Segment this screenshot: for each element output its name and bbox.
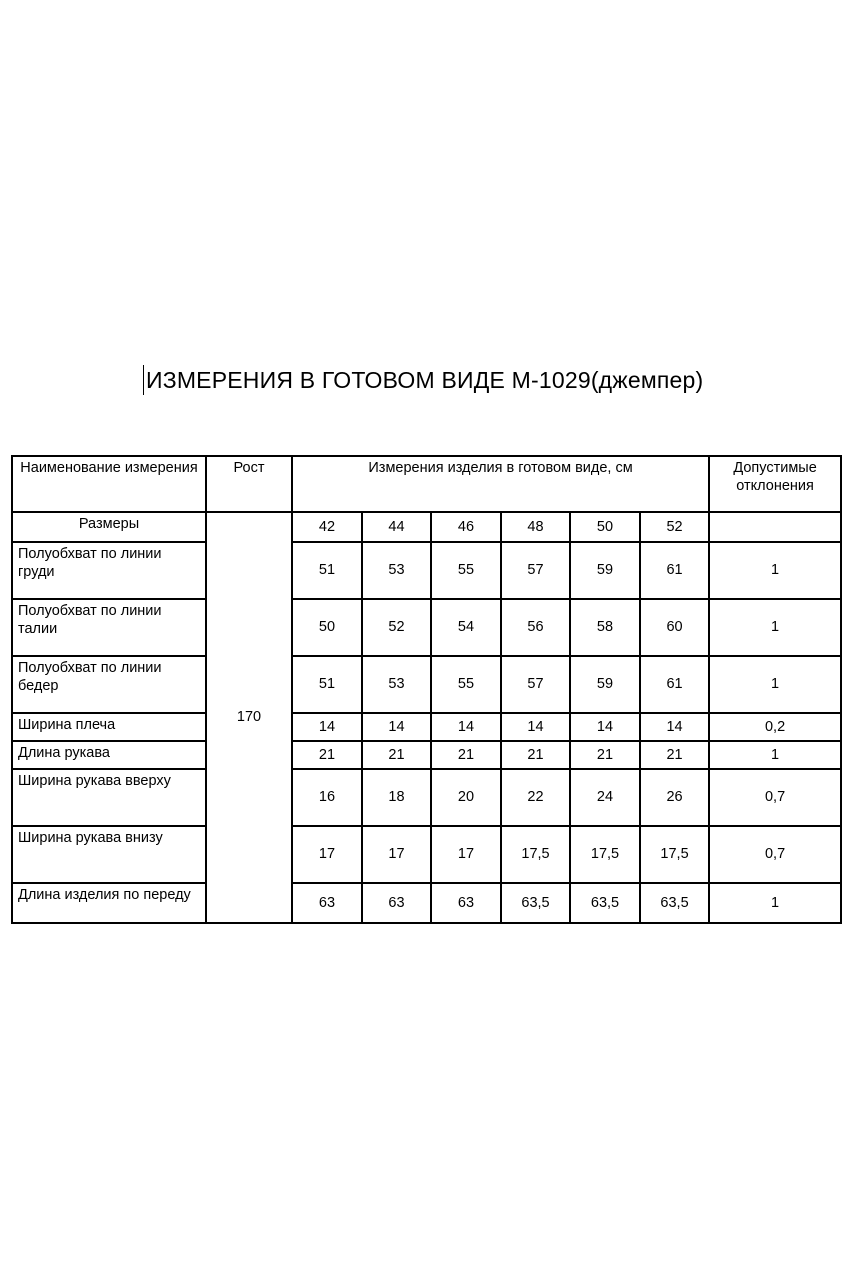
tolerance-value: 1 [709, 741, 841, 769]
measurement-value: 63 [362, 883, 431, 923]
text-cursor [143, 365, 144, 395]
measurement-value: 54 [431, 599, 501, 656]
tolerance-value: 0,2 [709, 713, 841, 741]
size-tolerance-empty [709, 512, 841, 542]
measurement-value: 53 [362, 656, 431, 713]
table-row [12, 656, 841, 713]
tolerance-value: 1 [709, 542, 841, 599]
measurement-value: 51 [292, 656, 362, 713]
measurement-value: 58 [570, 599, 640, 656]
header-height: Рост [206, 456, 292, 512]
measurement-value: 14 [362, 713, 431, 741]
measurement-name: Ширина плеча [12, 713, 206, 741]
table-row [12, 826, 841, 883]
measurement-name: Полуобхват по линии бедер [12, 656, 206, 713]
measurement-value: 14 [292, 713, 362, 741]
header-name: Наименование измерения [12, 456, 206, 512]
measurement-value: 21 [431, 741, 501, 769]
measurement-value: 14 [431, 713, 501, 741]
table-row [12, 883, 841, 923]
measurement-value: 18 [362, 769, 431, 826]
measurement-value: 21 [570, 741, 640, 769]
measurement-value: 22 [501, 769, 570, 826]
measurement-value: 55 [431, 542, 501, 599]
sizes-label: Размеры [12, 512, 206, 542]
sizes-row [12, 512, 841, 542]
measurement-value: 17 [431, 826, 501, 883]
table-row [12, 542, 841, 599]
measurement-value: 56 [501, 599, 570, 656]
size-cell: 42 [292, 512, 362, 542]
measurement-value: 14 [501, 713, 570, 741]
measurement-value: 50 [292, 599, 362, 656]
measurement-name: Ширина рукава вверху [12, 769, 206, 826]
size-cell: 52 [640, 512, 709, 542]
measurement-value: 24 [570, 769, 640, 826]
measurement-value: 17,5 [640, 826, 709, 883]
measurement-value: 55 [431, 656, 501, 713]
header-measurements: Измерения изделия в готовом виде, см [292, 456, 709, 512]
measurement-value: 59 [570, 656, 640, 713]
measurement-name: Длина изделия по переду [12, 883, 206, 923]
measurement-value: 63 [431, 883, 501, 923]
measurement-value: 20 [431, 769, 501, 826]
measurements-table [11, 455, 842, 924]
measurement-value: 21 [292, 741, 362, 769]
table-row [12, 713, 841, 741]
page-title: ИЗМЕРЕНИЯ В ГОТОВОМ ВИДЕ М-1029(джемпер) [146, 366, 704, 393]
header-tolerance: Допустимые отклонения [709, 456, 841, 512]
measurement-value: 60 [640, 599, 709, 656]
measurement-value: 17,5 [570, 826, 640, 883]
measurement-name: Ширина рукава внизу [12, 826, 206, 883]
measurement-value: 51 [292, 542, 362, 599]
size-cell: 48 [501, 512, 570, 542]
measurement-value: 21 [362, 741, 431, 769]
measurement-value: 57 [501, 542, 570, 599]
measurement-value: 17 [292, 826, 362, 883]
height-value: 170 [206, 512, 292, 923]
table-row [12, 741, 841, 769]
tolerance-value: 1 [709, 656, 841, 713]
title-container [143, 362, 703, 398]
measurement-value: 14 [640, 713, 709, 741]
measurement-name: Длина рукава [12, 741, 206, 769]
header-row [12, 456, 841, 512]
measurement-value: 61 [640, 542, 709, 599]
measurement-value: 17,5 [501, 826, 570, 883]
measurement-name: Полуобхват по линии талии [12, 599, 206, 656]
table-row [12, 769, 841, 826]
size-cell: 44 [362, 512, 431, 542]
measurement-value: 63,5 [640, 883, 709, 923]
measurement-value: 59 [570, 542, 640, 599]
tolerance-value: 1 [709, 599, 841, 656]
tolerance-value: 0,7 [709, 826, 841, 883]
tolerance-value: 1 [709, 883, 841, 923]
measurement-value: 16 [292, 769, 362, 826]
measurement-value: 52 [362, 599, 431, 656]
measurement-value: 14 [570, 713, 640, 741]
measurement-value: 21 [501, 741, 570, 769]
measurement-value: 57 [501, 656, 570, 713]
measurement-value: 26 [640, 769, 709, 826]
table-row [12, 599, 841, 656]
size-cell: 46 [431, 512, 501, 542]
measurement-value: 21 [640, 741, 709, 769]
measurement-name: Полуобхват по линии груди [12, 542, 206, 599]
measurement-value: 63,5 [570, 883, 640, 923]
measurement-value: 17 [362, 826, 431, 883]
measurement-value: 53 [362, 542, 431, 599]
size-cell: 50 [570, 512, 640, 542]
tolerance-value: 0,7 [709, 769, 841, 826]
measurement-value: 61 [640, 656, 709, 713]
measurement-value: 63 [292, 883, 362, 923]
measurement-value: 63,5 [501, 883, 570, 923]
